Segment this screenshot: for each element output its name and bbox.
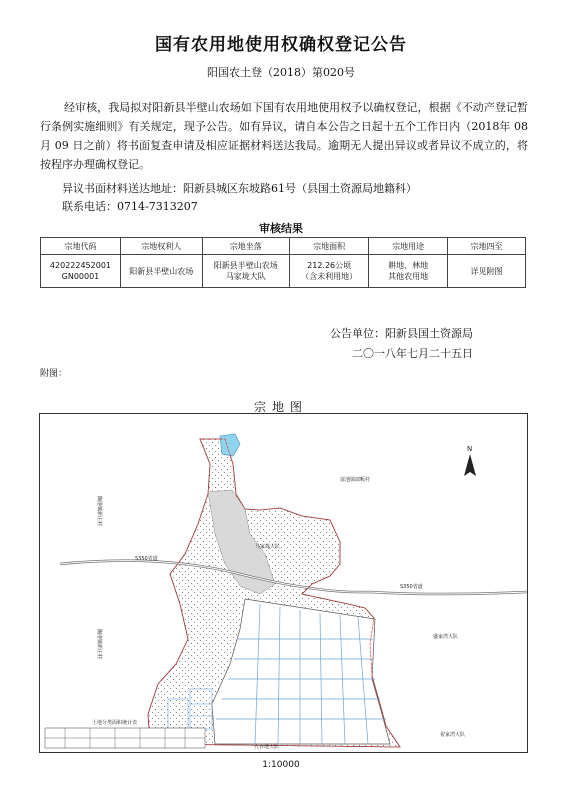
result-table [40,237,526,288]
use-line2: 其他农用地 [388,272,429,281]
area-line2: （含未利用地） [301,272,358,281]
label-taogang-2: 陶港镇新庄村 [96,629,102,660]
table-header-row [41,238,526,255]
cell-code [41,255,121,288]
header-boundary: 宗地四至 [447,238,525,255]
label-wubaishi: 五百地大队 [254,744,280,750]
label-road-1: S350省道 [135,556,158,562]
parcel-map [39,413,528,753]
cell-area [289,255,368,288]
map-scale: 1:10000 [262,760,300,770]
label-fuchi: 富池镇郎畈村 [340,477,371,483]
notice-title: 国有农用地使用权确权登记公告 [155,35,407,55]
location-line2: 马家垅大队 [225,272,266,281]
cell-owner: 阳新县半壁山农场 [120,255,202,288]
cell-location [202,255,289,288]
label-zhaojiawan: 祝家湾大队 [440,732,466,738]
use-line1: 耕地、林地 [388,261,429,270]
label-majialong: 马家垅大队 [255,544,281,550]
inset-table-title: 土地分类面积统计表 [92,720,138,726]
header-location: 宗地坐落 [202,238,289,255]
cell-boundary: 详见附图 [447,255,525,288]
location-line1: 阳新县半壁山农场 [213,261,278,270]
document-number: 阳国农土登（2018）第020号 [207,66,355,79]
north-arrow [464,445,476,476]
signature-date: 二〇一八年七月二十五日 [352,347,473,360]
north-label: N [467,445,473,453]
header-owner: 宗地权利人 [120,238,202,255]
parcel-map-svg [40,414,527,752]
notice-body: 经审核，我局拟对阳新县半壁山农场如下国有农用地使用权予以确权登记，根据《不动产登记暂行条例实施细则》有关规定，现予公告。如有异议，请自本公告之日起十五个工作日内（2018年 08 月 09 日之前）将书面复查申请及相应证据材料送达我局。逾期无人提出异议或者异议不成立的，将按程序办理确权登记。 [40,101,528,171]
cell-use [369,255,448,288]
header-code: 宗地代码 [41,238,121,255]
label-shengjiawan: 盛家湾大队 [433,634,459,640]
table-title: 审核结果 [259,222,303,235]
label-taogang-1: 陶港镇新庄村 [96,496,102,527]
area-line1: 212.26公顷 [307,261,352,270]
code-line1: 420222452001 [49,261,111,270]
objection-address: 异议书面材料送达地址：阳新县城区东坡路61号（县国土资源局地籍科） [62,182,417,195]
figure-title: 宗地图 [253,400,308,414]
header-area: 宗地面积 [289,238,368,255]
signature-unit: 公告单位：阳新县国土资源局 [330,327,473,340]
contact-phone: 联系电话：0714-7313207 [62,200,198,213]
code-line2: GN00001 [61,272,100,281]
label-road-2: S350省道 [400,584,423,590]
attachment-label: 附图： [40,369,68,379]
table-row [41,255,526,288]
header-use: 宗地用途 [369,238,448,255]
water-body [220,434,240,456]
